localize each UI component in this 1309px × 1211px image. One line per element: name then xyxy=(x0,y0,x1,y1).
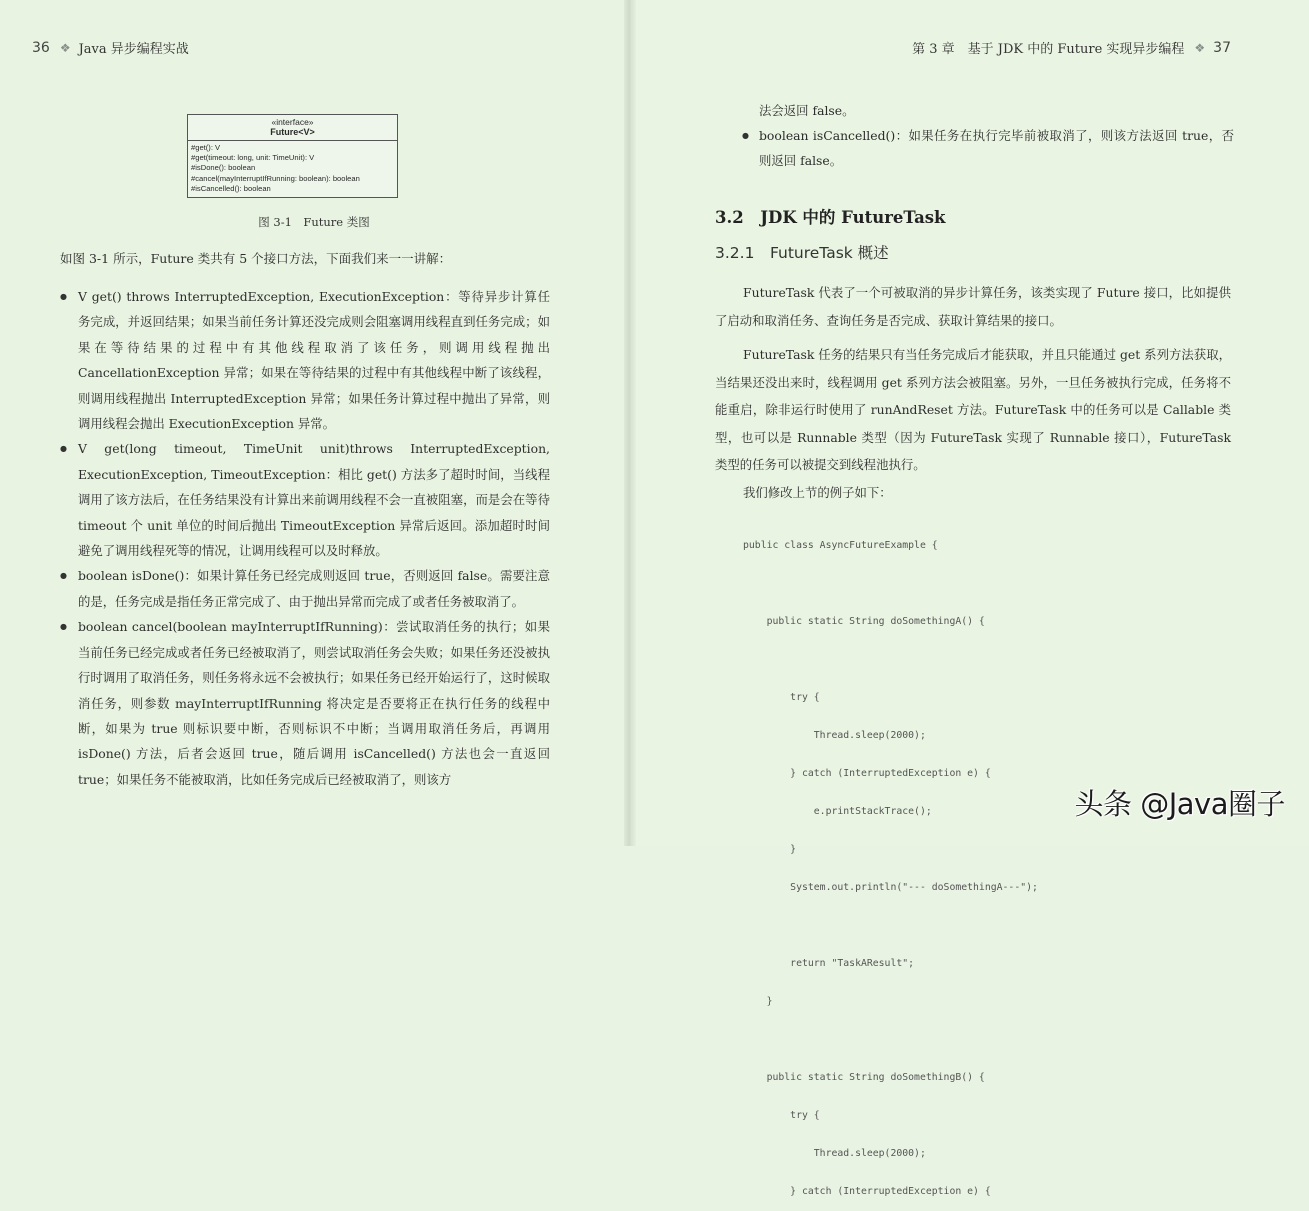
body-paragraph: FutureTask 代表了一个可被取消的异步计算任务，该类实现了 Future 接口，比如提供了启动和取消任务、查询任务是否完成、获取计算结果的接口。 xyxy=(715,285,1231,328)
right-page-number: 37 xyxy=(1213,39,1231,56)
code-line xyxy=(743,576,1223,592)
list-item: ● boolean isDone()：如果计算任务已经完成则返回 true，否则返回 false。需要注意的是，任务完成是指任务正常完成了、由于抛出异常而完成了或者任务被取消了。 xyxy=(60,563,550,614)
uml-method: #cancel(mayInterruptIfRunning: boolean): boolean xyxy=(191,173,360,183)
code-line: Thread.sleep(2000); xyxy=(743,730,926,741)
method-bullet-list xyxy=(60,284,550,792)
code-line: return "TaskAResult"; xyxy=(743,958,915,969)
left-running-head xyxy=(32,38,189,57)
continued-bullet-list xyxy=(742,98,1234,173)
watermark: 头条 @Java圈子 xyxy=(1074,787,1285,821)
uml-method: #isDone(): boolean xyxy=(191,163,256,173)
list-item: ● boolean cancel(boolean mayInterruptIfRunning)：尝试取消任务的执行；如果当前任务已经完成或者任务已经被取消了，则尝试取消任务会失败；如果任务还没被执行时调用了取消任务，则任务将永远不会被执行；如果任务已经开始运行了，这时候取消任务，则参数 mayInterruptIfRunning 将决定是否要将正在执行任务的线程中断，如果为 true 则标识要中断，否则标识不中断；当调用取消任务后，再调用 isDone() 方法，后者会返回 true，随后调用 isCancelled() 方法也会一直返回 true；如果任务不能被取消，比如任务完成后已经被取消了，则该方 xyxy=(60,614,550,792)
left-page-number: 36 xyxy=(32,39,50,56)
code-line: } xyxy=(743,844,797,855)
code-line: } catch (InterruptedException e) { xyxy=(743,768,991,779)
code-line xyxy=(743,918,1223,934)
uml-methods xyxy=(188,141,397,196)
figure-caption: 图 3-1 Future 类图 xyxy=(258,215,370,229)
body-paragraph: FutureTask 任务的结果只有当任务完成后才能获取，并且只能通过 get 系列方法获取，当结果还没出来时，线程调用 get 系列方法会被阻塞。另外，一旦任务被执行完成，任务将不能重启，除非运行时使用了 runAndReset 方法。FutureTask 中的任务可以是 Callable 类型，也可以是 Runnable 类型（因为 FutureTask 实现了 Runnable 接口），FutureTask 类型的任务可以被提交到线程池执行。 xyxy=(715,347,1231,472)
code-line: } xyxy=(743,996,773,1007)
uml-class-name: Future<V> xyxy=(270,127,315,137)
code-line xyxy=(743,652,1223,668)
list-item: ● V get(long timeout, TimeUnit unit)throws InterruptedException, ExecutionException, TimeoutException：相比 get() 方法多了超时时间，当线程调用了该方法后，在任务结果没有计算出来前调用线程不会一直被阻塞，而是会在等待 timeout 个 unit 单位的时间后抛出 TimeoutException 异常后返回。添加超时时间避免了调用线程死等的情况，让调用线程可以及时释放。 xyxy=(60,436,550,563)
ornament-icon: ❖ xyxy=(59,40,69,55)
uml-method: #isCancelled(): boolean xyxy=(191,183,271,193)
code-block xyxy=(743,516,1223,1211)
uml-header xyxy=(188,115,397,141)
ornament-icon: ❖ xyxy=(1194,40,1204,55)
subsection-title: 3.2.1 FutureTask 概述 xyxy=(715,244,889,262)
uml-method: #get(): V xyxy=(191,143,221,152)
code-line: try { xyxy=(743,692,820,703)
continuation-text: 法会返回 false。 xyxy=(759,103,855,118)
list-item: ● V get() throws InterruptedException, ExecutionException：等待异步计算任务完成，并返回结果；如果当前任务计算还没完成则会阻塞调用线程直到任务完成；如果在等待结果的过程中有其他线程取消了该任务，则调用线程抛出 CancellationException 异常；如果在等待结果的过程中有其他线程中断了该线程，则调用线程抛出 InterruptedException 异常；如果任务计算过程中抛出了异常，则调用线程会抛出 ExecutionException 异常。 xyxy=(60,284,550,436)
uml-stereotype: «interface» xyxy=(271,117,314,127)
code-line: e.printStackTrace(); xyxy=(743,806,932,817)
code-line: public static String doSomethingB() { xyxy=(743,1072,985,1083)
code-line: } catch (InterruptedException e) { xyxy=(743,1186,991,1197)
right-running-head xyxy=(912,38,1231,57)
code-line: try { xyxy=(743,1110,820,1121)
section-title: 3.2 JDK 中的 FutureTask xyxy=(715,208,946,227)
code-line: System.out.println("--- doSomethingA---"); xyxy=(743,882,1038,893)
code-line: Thread.sleep(2000); xyxy=(743,1148,926,1159)
code-line xyxy=(743,1032,1223,1048)
list-item: ● boolean isCancelled()：如果任务在执行完毕前被取消了，则该方法返回 true，否则返回 false。 xyxy=(742,123,1234,173)
intro-paragraph: 如图 3-1 所示，Future 类共有 5 个接口方法，下面我们来一一讲解： xyxy=(60,251,452,266)
uml-class-diagram xyxy=(187,114,398,198)
uml-method: #get(timeout: long, unit: TimeUnit): V xyxy=(191,153,315,163)
body-paragraph: 我们修改上节的例子如下： xyxy=(743,485,892,500)
code-line: public class AsyncFutureExample { xyxy=(743,540,938,551)
left-running-title: Java 异步编程实战 xyxy=(78,42,189,57)
code-line: public static String doSomethingA() { xyxy=(743,616,985,627)
book-gutter xyxy=(624,0,636,846)
right-running-title: 第 3 章 基于 JDK 中的 Future 实现异步编程 xyxy=(912,42,1185,57)
